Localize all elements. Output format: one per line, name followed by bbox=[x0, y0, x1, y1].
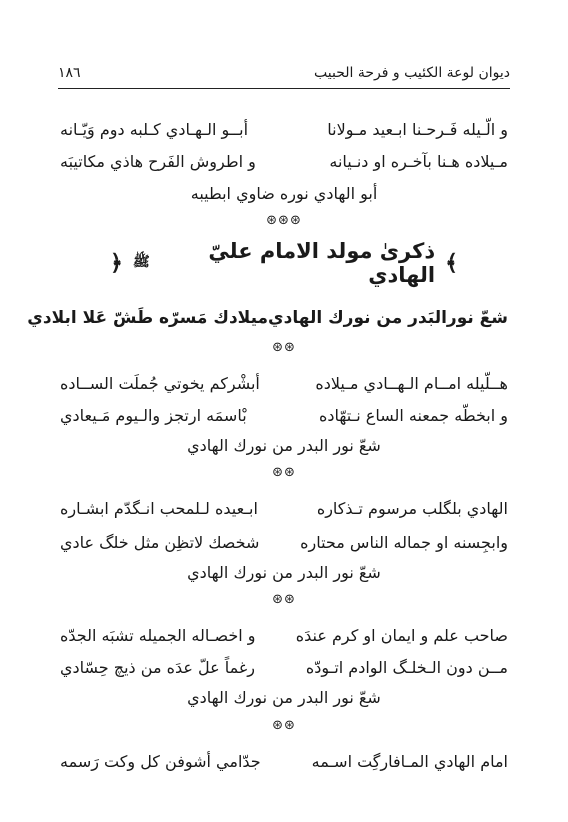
verse-left-hemistich: أبــو الـهـادي كـلبه دوم وَيّـانه bbox=[60, 120, 249, 139]
page-number: ١٨٦ bbox=[58, 65, 81, 81]
verse-left-hemistich: ابـعيده لـلمحب انـگدّم ابشـاره bbox=[60, 499, 258, 518]
verse-line bbox=[60, 656, 508, 680]
verse-right-hemistich: و ابخطّه جمعنه الساع نـتهّاده bbox=[318, 406, 508, 425]
header-divider bbox=[58, 88, 510, 89]
refrain-line: أبو الهادي نوره ضاوي ابطيبه bbox=[190, 184, 378, 203]
refrain-line: شعّ نور البدر من نورك الهادي bbox=[187, 688, 381, 707]
verse-right-hemistich: هــلّيله امــام الـهــادي مـيلاده bbox=[315, 374, 508, 393]
verse-line bbox=[60, 624, 508, 648]
verse-left-hemistich: بْاسمَه ارتجز والـيوم مَـيعادي bbox=[60, 406, 247, 425]
section-title-text: ذكرىٰ مولد الامام عليّ الهادي bbox=[208, 239, 436, 287]
ornament-divider: ⊛⊛⊛ bbox=[266, 213, 302, 228]
verse-right-hemistich: الهادي بلگلب مرسوم تـذكاره bbox=[316, 499, 508, 518]
ornament-divider: ⊛⊛ bbox=[272, 592, 296, 607]
verse-right-hemistich: مــن دون الـخلـگ الوادم اتـودّه bbox=[305, 658, 508, 677]
honorific-icon: ﷺ bbox=[132, 254, 150, 270]
verse-left-hemistich: ميلادك مَسرّه طَشّ عَلا ابلادي bbox=[27, 308, 269, 328]
verse-line bbox=[60, 372, 508, 396]
verse-right-hemistich: امام الهادي المـافارگِت اسـمه bbox=[311, 752, 508, 771]
bracket-ornament: ﴿ bbox=[110, 250, 123, 276]
verse-left-hemistich: شخصك لاتظِن مثل خلگ عادي bbox=[60, 533, 260, 552]
verse-left-hemistich: جدّامي أشوفن كل وكت رَسمه bbox=[60, 752, 261, 771]
ornament-divider: ⊛⊛ bbox=[272, 718, 296, 733]
section-title bbox=[110, 239, 458, 287]
verse-line bbox=[60, 750, 508, 774]
ornament-divider: ⊛⊛ bbox=[272, 340, 296, 355]
book-title: ديوان لوعة الكئيب و فرحة الحبيب bbox=[314, 65, 510, 81]
verse-right-hemistich: صاحب علم و ايمان او كرم عندَه bbox=[295, 626, 508, 645]
refrain-line: شعّ نور البدر من نورك الهادي bbox=[187, 563, 381, 582]
page-header bbox=[58, 62, 510, 84]
verse-left-hemistich: و اطروش الفَرح هاذي مكاتيبَه bbox=[60, 152, 256, 171]
refrain-line: شعّ نور البدر من نورك الهادي bbox=[187, 436, 381, 455]
verse-line bbox=[60, 404, 508, 428]
verse-right-hemistich: و الّـيله فَـرحـنا ابـعيد مـولانا bbox=[327, 120, 508, 139]
verse-left-hemistich: رغماً علّ عدَه من ذيچ حِسّادي bbox=[60, 658, 255, 677]
verse-line bbox=[60, 150, 508, 174]
verse-line bbox=[60, 497, 508, 521]
verse-right-hemistich: مـيلاده هـنا بآخـره او دنـيانه bbox=[329, 152, 508, 171]
verse-left-hemistich: أبشْركم يخوتي جُملَت الســاده bbox=[60, 374, 260, 393]
verse-right-hemistich: شعّ نورالبَدر من نورك الهادي bbox=[268, 308, 508, 328]
ornament-divider: ⊛⊛ bbox=[272, 465, 296, 480]
verse-line bbox=[60, 531, 508, 555]
verse-line bbox=[60, 118, 508, 142]
verse-right-hemistich: وابجِسنه او جماله الناس محتاره bbox=[300, 533, 508, 552]
bracket-ornament: ﴾ bbox=[445, 250, 458, 276]
opening-verse bbox=[27, 306, 508, 330]
verse-left-hemistich: و اخصـاله الجميله تشبَه الجدّه bbox=[60, 626, 256, 645]
